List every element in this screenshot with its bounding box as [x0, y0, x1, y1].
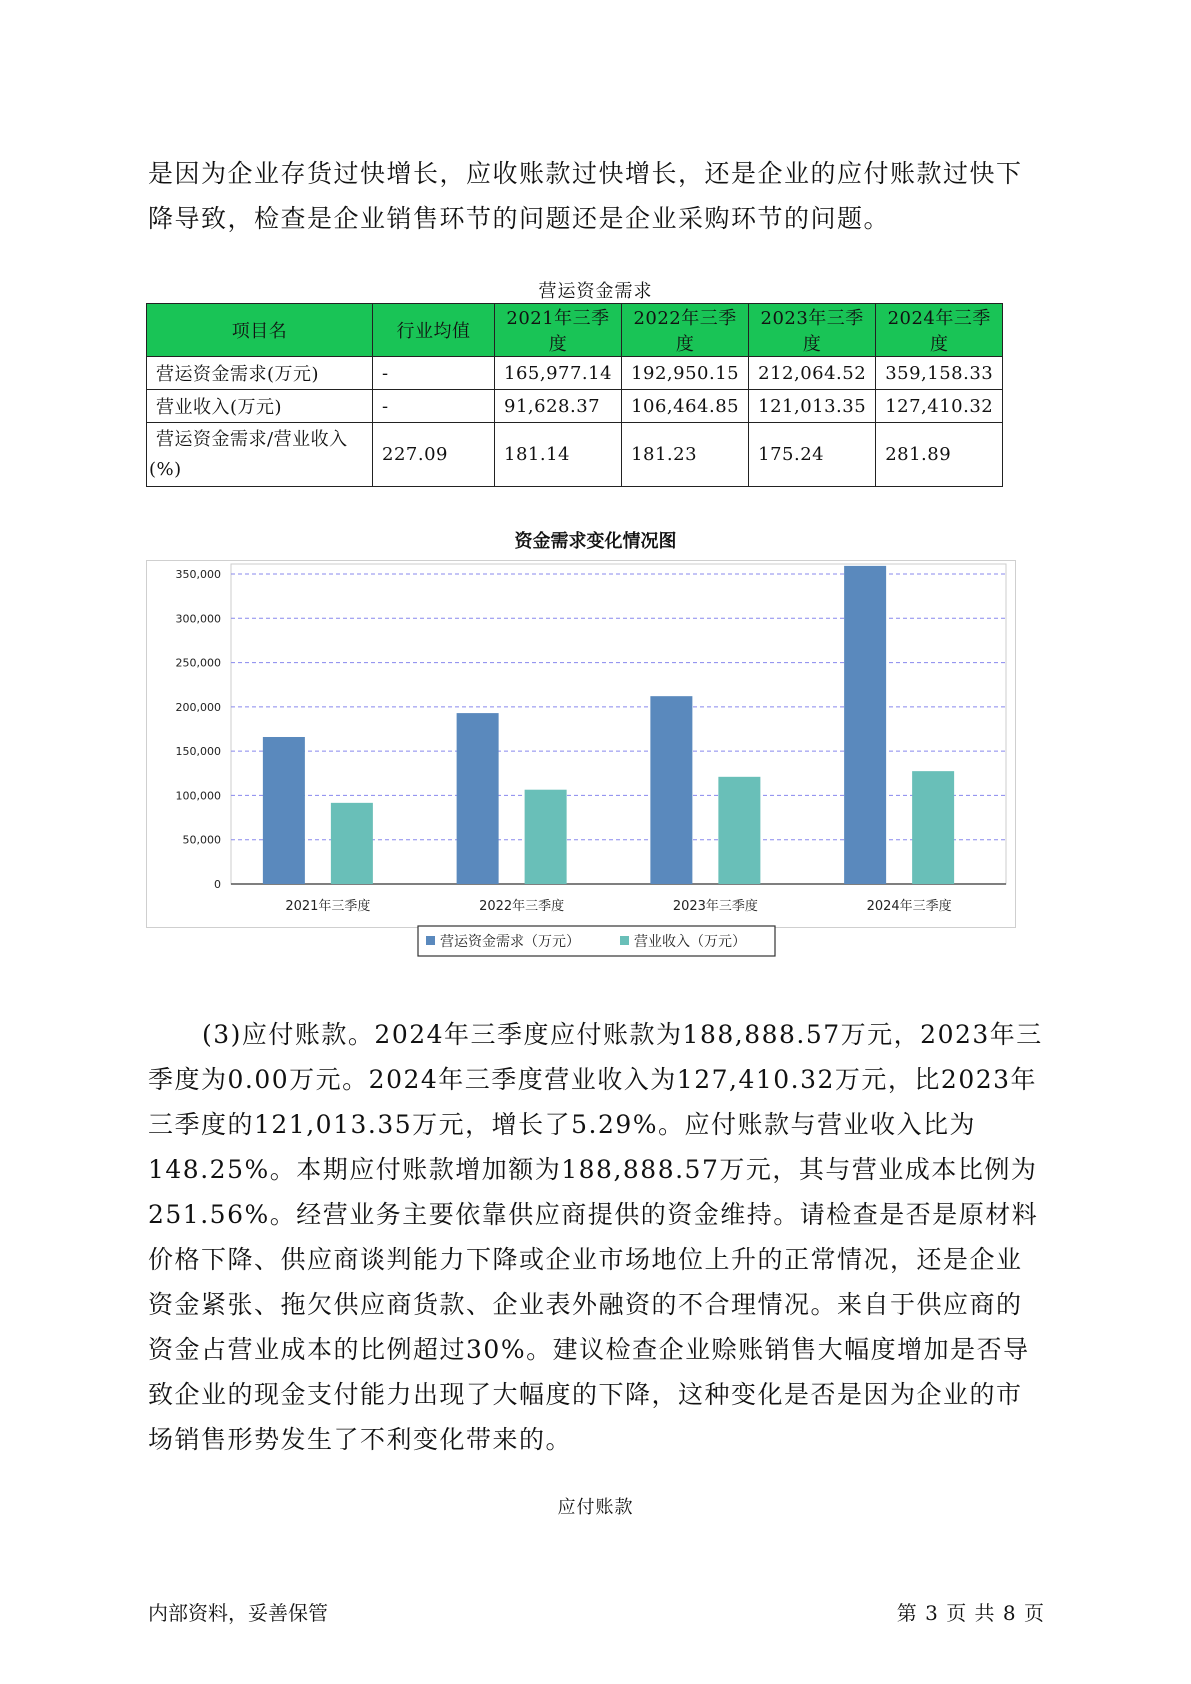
row-label: 营运资金需求(万元): [147, 357, 373, 390]
y-tick-label: 350,000: [175, 568, 221, 581]
bar-working-capital: [844, 566, 886, 884]
table-caption: 营运资金需求: [538, 281, 653, 302]
y-tick-label: 200,000: [175, 700, 221, 714]
table-cell: 359,158.33: [876, 357, 1003, 390]
header-2022-q3: 2022年三季度: [622, 304, 749, 357]
x-tick-label: 2021年三季度: [285, 899, 371, 914]
working-capital-table: [146, 303, 1003, 487]
y-tick-label: 100,000: [175, 789, 221, 803]
bar-working-capital: [457, 713, 499, 884]
bar-revenue: [525, 790, 567, 884]
x-tick-label: 2024年三季度: [866, 899, 952, 914]
x-tick-label: 2022年三季度: [479, 899, 565, 914]
table-cell: 121,013.35: [749, 390, 876, 423]
y-tick-label: 150,000: [175, 745, 221, 759]
bar-working-capital: [650, 696, 692, 884]
table-cell: -: [373, 357, 495, 390]
header-2021-q3: 2021年三季度: [495, 304, 622, 357]
legend-label: 营业收入（万元）: [634, 934, 746, 950]
intro-paragraph: 是因为企业存货过快增长，应收账款过快增长，还是企业的应付账款过快下降导致，检查是企业销售环节的问题还是企业采购环节的问题。: [148, 159, 1023, 233]
row-label: 营业收入(万元): [147, 390, 373, 423]
bar-chart: [146, 560, 1016, 972]
row-label-line2: (%): [149, 458, 182, 480]
table-cell: 212,064.52: [749, 357, 876, 390]
table-header-row: [147, 304, 1003, 357]
table-cell: 192,950.15: [622, 357, 749, 390]
table-cell: 281.89: [876, 423, 1003, 487]
header-2023-q3: 2023年三季度: [749, 304, 876, 357]
table-row: [147, 390, 1003, 423]
legend-swatch: [620, 936, 629, 945]
bar-working-capital: [263, 737, 305, 884]
header-2024-q3: 2024年三季度: [876, 304, 1003, 357]
table-cell: -: [373, 390, 495, 423]
header-item-name: 项目名: [147, 304, 373, 357]
table-cell: 165,977.14: [495, 357, 622, 390]
legend-swatch: [426, 936, 435, 945]
table-row: [147, 423, 1003, 487]
footer-confidential: 内部资料，妥善保管: [148, 1601, 328, 1625]
table-cell: 181.23: [622, 423, 749, 487]
y-tick-label: 0: [214, 878, 221, 891]
table-cell: 181.14: [495, 423, 622, 487]
row-label: [147, 423, 373, 487]
bar-revenue: [331, 803, 373, 884]
row-label-line1: 营运资金需求/营业收入: [156, 428, 348, 450]
y-tick-label: 250,000: [175, 656, 221, 670]
table-cell: 106,464.85: [622, 390, 749, 423]
next-table-caption: 应付账款: [557, 1497, 634, 1518]
legend-label: 营运资金需求（万元）: [440, 934, 580, 950]
table-cell: 227.09: [373, 423, 495, 487]
y-tick-label: 300,000: [175, 612, 221, 626]
table-row: [147, 357, 1003, 390]
bar-revenue: [718, 777, 760, 884]
chart-title: 资金需求变化情况图: [514, 531, 677, 552]
table-cell: 127,410.32: [876, 390, 1003, 423]
table-cell: 91,628.37: [495, 390, 622, 423]
footer-page-number: 第 3 页 共 8 页: [896, 1601, 1045, 1625]
x-tick-label: 2023年三季度: [672, 899, 758, 914]
table-cell: 175.24: [749, 423, 876, 487]
section-paragraph: (3)应付账款。2024年三季度应付账款为188,888.57万元，2023年三季度为0.00万元。2024年三季度营业收入为127,410.32万元，比2023年三季度的121,013.35万元，增长了5.29%。应付账款与营业收入比为148.25%。本期应付账款增加额为188,888.57万元，其与营业成本比例为251.56%。经营业务主要依靠供应商提供的资金维持。请检查是否是原材料价格下降、供应商谈判能力下降或企业市场地位上升的正常情况，还是企业资金紧张、拖欠供应商货款、企业表外融资的不合理情况。来自于供应商的资金占营业成本的比例超过30%。建议检查企业赊账销售大幅度增加是否导致企业的现金支付能力出现了大幅度的下降，这种变化是否是因为企业的市场销售形势发生了不利变化带来的。: [148, 1020, 1043, 1454]
bar-revenue: [912, 771, 954, 884]
y-tick-label: 50,000: [182, 833, 221, 847]
header-industry-average: 行业均值: [373, 304, 495, 357]
